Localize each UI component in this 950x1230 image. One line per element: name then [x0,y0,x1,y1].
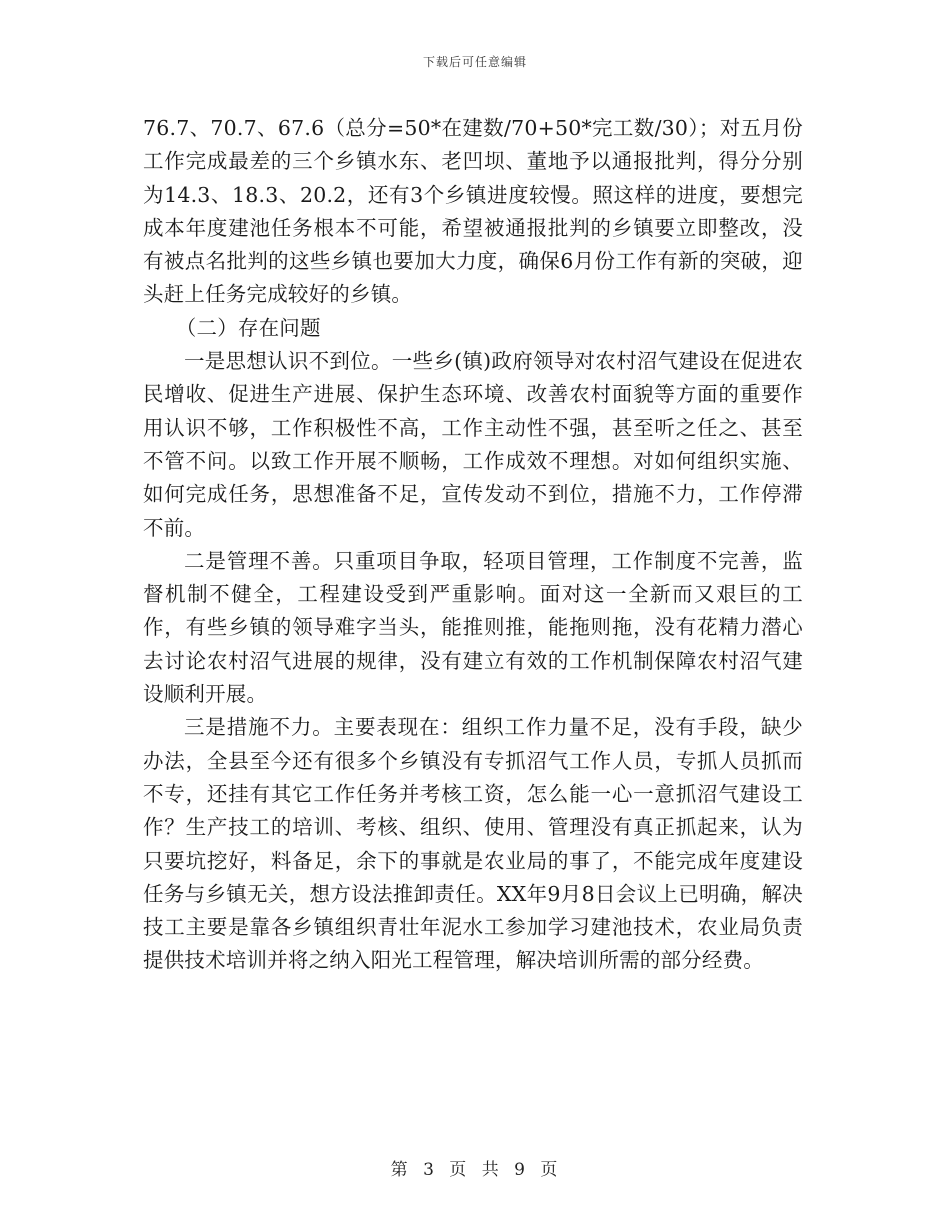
paragraph-problem-measures: 三是措施不力。主要表现在：组织工作力量不足，没有手段，缺少办法，全县至今还有很多个乡镇没有专抓沼气工作人员，专抓人员抓而不专，还挂有其它工作任务并考核工资，怎么能一心一意抓沼气建设工作？生产技工的培训、考核、组织、使用、管理没有真正抓起来，认为只要坑挖好，料备足，余下的事就是农业局的事了，不能完成年度建设任务与乡镇无关，想方设法推卸责任。XX年9月8日会议上已明确，解决技工主要是靠各乡镇组织青壮年泥水工参加学习建池技术，农业局负责提供技术培训并将之纳入阳光工程管理，解决培训所需的部分经费。 [143,715,803,973]
paragraph-problem-management: 二是管理不善。只重项目争取，轻项目管理，工作制度不完善，监督机制不健全，工程建设受到严重影响。面对这一全新而又艰巨的工作，有些乡镇的领导难字当头，能推则推，能拖则拖，没有花精力潜心去讨论农村沼气进展的规律，没有建立有效的工作机制保障农村沼气建设顺利开展。 [143,548,803,707]
paragraph-problem-awareness: 一是思想认识不到位。一些乡(镇)政府领导对农村沼气建设在促进农民增收、促进生产进展、保护生态环境、改善农村面貌等方面的重要作用认识不够，工作积极性不高，工作主动性不强，甚至听之任之、甚至不管不问。以致工作开展不顺畅，工作成效不理想。对如何组织实施、如何完成任务，思想准备不足，宣传发动不到位，措施不力，工作停滞不前。 [143,349,803,540]
page-number-footer: 第 3 页 共 9 页 [390,1160,560,1180]
document-body [143,112,803,978]
section-heading-problems: （二）存在问题 [175,315,321,340]
paragraph-score-summary: 76.7、70.7、67.6（总分=50*在建数/70+50*完工数/30）；对五月份工作完成最差的三个乡镇水东、老凹坝、董地予以通报批判，得分分别为14.3、18.3、20.2，还有3个乡镇进度较慢。照这样的进度，要想完成本年度建池任务根本不可能，希望被通报批判的乡镇要立即整改，没有被点名批判的这些乡镇也要加大力度，确保6月份工作有新的突破，迎头赶上任务完成较好的乡镇。 [143,116,803,307]
page-header: 下载后可任意编辑 [422,55,527,69]
